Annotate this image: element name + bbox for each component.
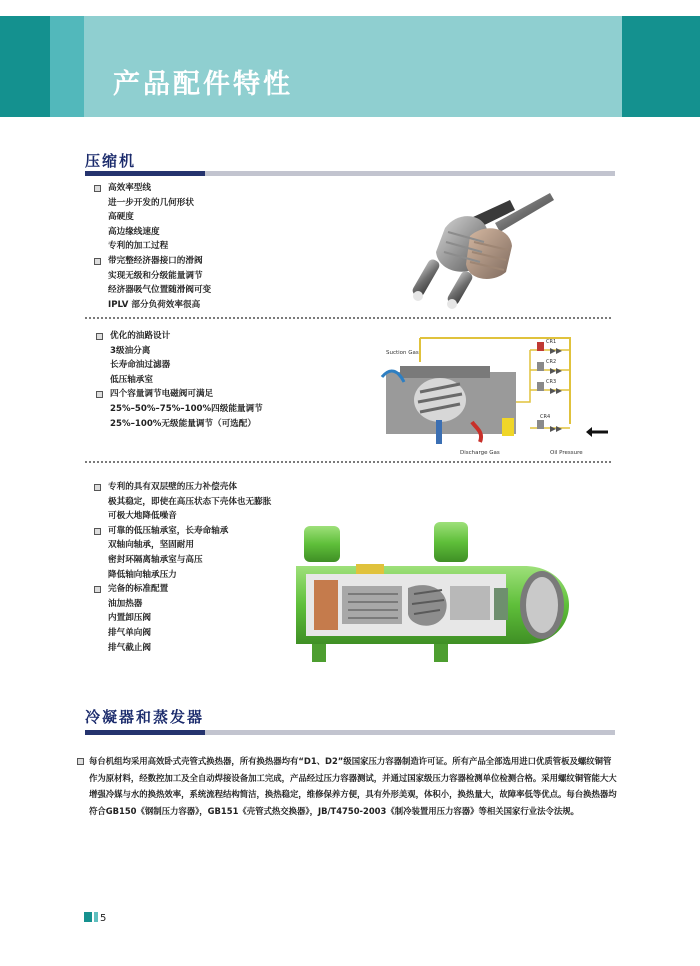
section-rule-condenser [85, 730, 615, 735]
rotor-feature-item: 高边缘线速度 [108, 226, 160, 237]
rotor-feature-item: 高硬度 [108, 212, 134, 223]
rotor-feature-item: 带完整经济器接口的滑阀 [108, 254, 211, 269]
housing-feature-item: 完备的标准配置 [108, 582, 271, 597]
rotor-feature-item: 实现无级和分级能量调节 [108, 270, 203, 281]
housing-feature-item: 双轴向轴承，坚固耐用 [108, 540, 194, 551]
screw-rotor-image [400, 188, 560, 310]
rotor-feature-item: 进一步开发的几何形状 [108, 197, 194, 208]
housing-feature-item: 内置卸压阀 [108, 613, 151, 624]
compressor-cutaway-image [284, 516, 584, 668]
feature-list-rotor [108, 181, 211, 312]
feature-list-oil [110, 329, 263, 431]
housing-feature-item: 油加热器 [108, 598, 143, 609]
rotor-feature-item: 专利的加工过程 [108, 241, 169, 252]
label-oil-pressure: Oil Pressure [550, 450, 583, 456]
page-marker-light [94, 912, 98, 922]
section-rule-compressor [85, 171, 615, 176]
housing-feature-item: 排气截止阀 [108, 642, 151, 653]
oil-feature-item: 长寿命油过滤器 [110, 360, 171, 371]
housing-feature-item: 密封环隔离轴承室与高压 [108, 554, 203, 565]
label-cr3: CR3 [546, 379, 557, 385]
oil-feature-item: 优化的油路设计 [110, 329, 263, 344]
housing-feature-item: 极其稳定，即使在高压状态下壳体也无膨胀 [108, 496, 272, 507]
label-cr2: CR2 [546, 359, 557, 365]
oil-feature-item: 低压轴承室 [110, 374, 153, 385]
rotor-feature-item: 高效率型线 [108, 181, 211, 196]
oil-circuit-diagram [380, 332, 620, 457]
section-title-compressor: 压缩机 [85, 152, 137, 170]
housing-feature-item: 专利的具有双层壁的压力补偿壳体 [108, 480, 271, 495]
page-number-text: 5 [100, 913, 107, 924]
banner-accent-left-light [50, 16, 84, 117]
label-suction-gas: Suction Gas [386, 350, 419, 356]
housing-feature-item: 排气单向阀 [108, 627, 151, 638]
oil-feature-item: 25%–50%–75%–100%四级能量调节 [110, 403, 263, 414]
oil-feature-item: 四个容量调节电磁阀可满足 [110, 387, 263, 402]
label-cr4: CR4 [540, 414, 551, 420]
dotted-divider-2 [85, 461, 611, 463]
header-banner [0, 16, 700, 117]
oil-feature-item: 25%–100%无级能量调节（可选配） [110, 418, 256, 429]
condenser-description: 每台机组均采用高效卧式壳管式换热器，所有换热器均有“D1、D2”级国家压力容器制造许可证。所有产品全部选用进口优质管板及螺纹铜管作为原材料，经数控加工及全自动焊接设备加工完成，产品经过压力容器测试，并通过国家级压力容器检测单位检测合格。采用螺纹铜管能大大增强冷媒与水的换热效率，系统流程结构简洁，换热稳定，维修保养方便，具有外形美观，体积小，换热量大，故障率低等优点。每台换热器均符合GB150《钢制压力容器》，GB151《壳管式热交换器》，JB/T4750-2003《制冷装置用压力容器》等相关国家行业法令法规。 [89, 753, 619, 819]
dotted-divider-1 [85, 317, 611, 319]
housing-feature-item: 可极大地降低噪音 [108, 511, 177, 522]
page-marker-dark [84, 912, 92, 922]
page-number [84, 912, 106, 924]
label-discharge-gas: Discharge Gas [460, 450, 500, 456]
rotor-feature-item: IPLV 部分负荷效率很高 [108, 299, 201, 310]
banner-accent-left [0, 16, 50, 117]
section-title-condenser: 冷凝器和蒸发器 [85, 708, 205, 726]
label-cr1: CR1 [546, 339, 557, 345]
banner-accent-right [622, 16, 700, 117]
rotor-feature-item: 经济器吸气位置随滑阀可变 [108, 285, 212, 296]
feature-list-housing [108, 480, 271, 655]
page-title: 产品配件特性 [113, 69, 293, 100]
oil-feature-item: 3级油分离 [110, 345, 151, 356]
housing-feature-item: 可靠的低压轴承室，长寿命轴承 [108, 524, 271, 539]
housing-feature-item: 降低轴向轴承压力 [108, 569, 177, 580]
